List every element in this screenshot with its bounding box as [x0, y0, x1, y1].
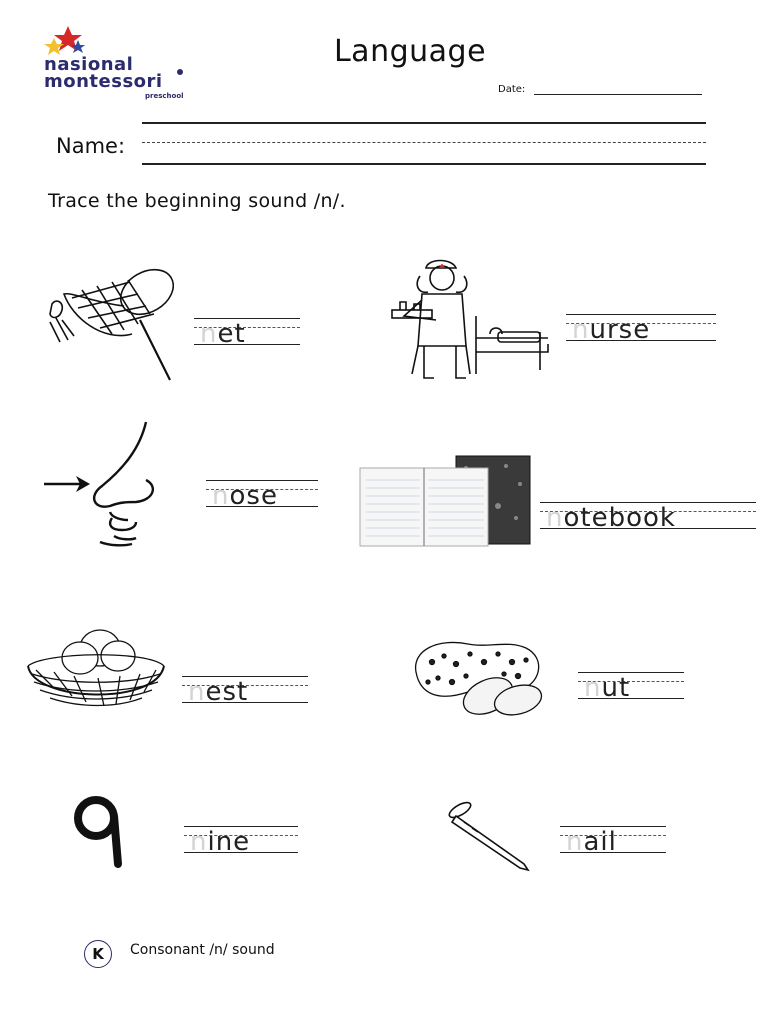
trace-rest-letters: ine — [207, 827, 251, 857]
logo-text-line3: preschool — [145, 92, 184, 100]
trace-rest-letters: urse — [589, 315, 651, 345]
name-field[interactable] — [142, 163, 706, 165]
page-title: Language — [333, 34, 487, 69]
trace-rest-letters: ail — [583, 827, 617, 857]
trace-word-nurse[interactable] — [566, 314, 716, 344]
trace-first-letter: n — [190, 827, 208, 857]
nut-picture — [408, 632, 546, 718]
trace-word-net[interactable] — [194, 318, 300, 348]
notebook-picture — [356, 454, 532, 550]
trace-word-nail[interactable] — [560, 826, 666, 856]
kindergarten-badge: K — [84, 940, 112, 968]
trace-word-notebook[interactable] — [540, 502, 756, 532]
trace-word-nose[interactable] — [206, 480, 318, 510]
nose-picture — [40, 418, 170, 548]
trace-rest-letters: ose — [229, 481, 278, 511]
logo-text-line1: nasional — [44, 54, 134, 75]
nurse-picture — [390, 254, 560, 390]
trace-first-letter: n — [584, 673, 602, 703]
logo-text-line2: montessori — [44, 71, 163, 92]
trace-first-letter: n — [572, 315, 590, 345]
footer-text: Consonant /n/ sound — [130, 942, 275, 958]
date-label: Date: — [498, 84, 526, 95]
trace-first-letter: n — [566, 827, 584, 857]
trace-first-letter: n — [212, 481, 230, 511]
nest-picture — [24, 622, 168, 714]
trace-rest-letters: et — [217, 319, 246, 349]
name-line-top — [142, 122, 706, 124]
nine-numeral-picture — [70, 796, 130, 870]
trace-first-letter: n — [188, 677, 206, 707]
trace-first-letter: n — [200, 319, 218, 349]
trace-word-nest[interactable] — [182, 676, 308, 706]
trace-word-nut[interactable] — [578, 672, 684, 702]
logo-dot-icon — [176, 68, 184, 76]
net-picture — [42, 262, 174, 384]
instruction-text: Trace the beginning sound /n/. — [48, 190, 346, 212]
name-label: Name: — [56, 134, 126, 158]
date-field[interactable] — [534, 94, 702, 95]
trace-rest-letters: ut — [601, 673, 631, 703]
trace-word-nine[interactable] — [184, 826, 298, 856]
nail-picture — [440, 800, 532, 872]
name-line-mid — [142, 142, 706, 143]
trace-rest-letters: est — [205, 677, 249, 707]
trace-first-letter: n — [546, 503, 564, 533]
trace-rest-letters: otebook — [563, 503, 676, 533]
